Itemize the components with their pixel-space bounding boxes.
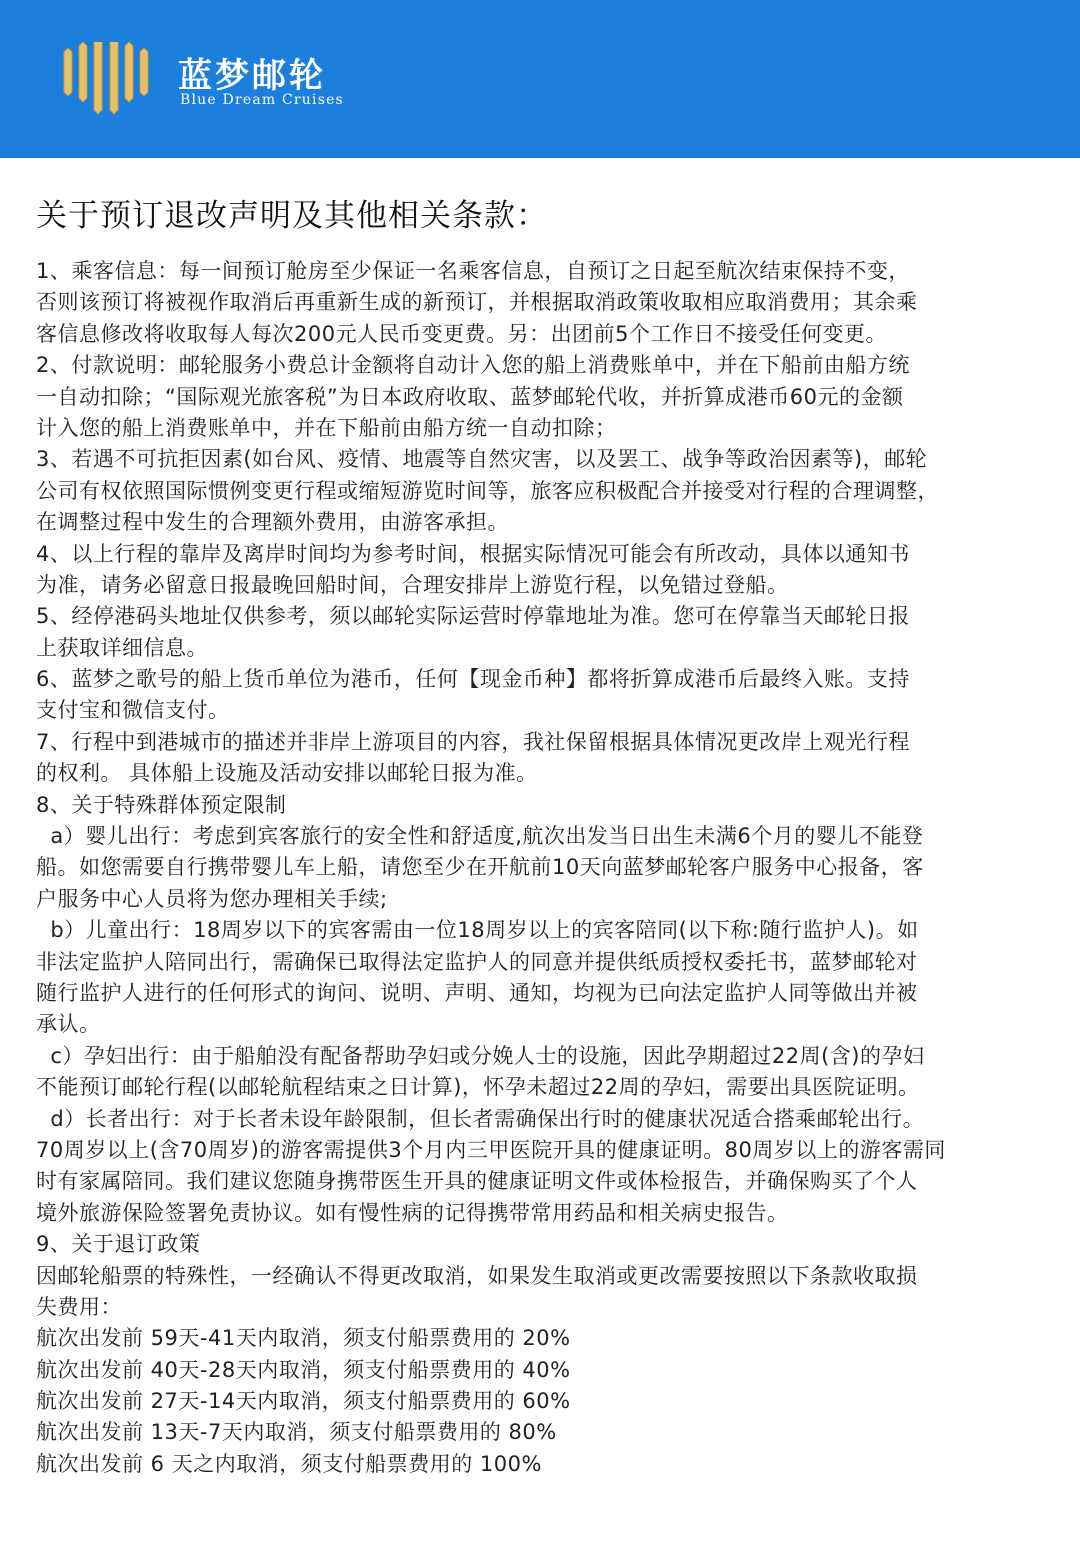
terms-line: 7、行程中到港城市的描述并非岸上游项目的内容，我社保留根据具体情况更改岸上观光行程 xyxy=(36,729,910,754)
terms-line: 的权利。 具体船上设施及活动安排以邮轮日报为准。 xyxy=(36,761,538,786)
terms-line: 不能预订邮轮行程(以邮轮航程结束之日计算)，怀孕未超过22周的孕妇，需要出具医院证明。 xyxy=(36,1075,920,1100)
terms-line: 5、经停港码头地址仅供参考，须以邮轮实际运营时停靠地址为准。您可在停靠当天邮轮日报 xyxy=(36,604,910,629)
terms-line: 客信息修改将收取每人每次200元人民币变更费。另：出团前5个工作日不接受任何变更。 xyxy=(36,321,887,346)
terms-line: 航次出发前 13天-7天内取消，须支付船票费用的 80% xyxy=(36,1420,557,1445)
terms-line: 8、关于特殊群体预定限制 xyxy=(36,792,287,817)
terms-line: 船。如您需要自行携带婴儿车上船，请您至少在开航前10天向蓝梦邮轮客户服务中心报备，客 xyxy=(36,855,924,880)
terms-body xyxy=(36,256,1046,1480)
terms-line: 为准，请务必留意日报最晚回船时间，合理安排岸上游览行程，以免错过登船。 xyxy=(36,572,789,597)
terms-line: 在调整过程中发生的合理额外费用，由游客承担。 xyxy=(36,510,509,535)
terms-line: 非法定监护人陪同出行，需确保已取得法定监护人的同意并提供纸质授权委托书，蓝梦邮轮对 xyxy=(36,949,918,974)
terms-line: 3、若遇不可抗拒因素(如台风、疫情、地震等自然灾害，以及罢工、战争等政治因素等)，邮轮 xyxy=(36,447,928,472)
terms-line: 失费用： xyxy=(36,1294,122,1319)
terms-line: 上获取详细信息。 xyxy=(36,635,208,660)
terms-line: 航次出发前 27天-14天内取消，须支付船票费用的 60% xyxy=(36,1389,571,1414)
brand-name-english: Blue Dream Cruises xyxy=(180,92,344,108)
terms-line: 4、以上行程的靠岸及离岸时间均为参考时间，根据实际情况可能会有所改动，具体以通知书 xyxy=(36,541,910,566)
terms-line: 6、蓝梦之歌号的船上货币单位为港币，任何【现金币种】都将折算成港币后最终入账。支持 xyxy=(36,667,910,692)
terms-line: 9、关于退订政策 xyxy=(36,1232,201,1257)
page-title: 关于预订退改声明及其他相关条款： xyxy=(36,198,548,234)
terms-line: d）长者出行：对于长者未设年龄限制，但长者需确保出行时的健康状况适合搭乘邮轮出行。 xyxy=(36,1106,925,1131)
terms-line: 户服务中心人员将为您办理相关手续; xyxy=(36,886,388,911)
terms-line: 1、乘客信息：每一间预订舱房至少保证一名乘客信息，自预订之日起至航次结束保持不变， xyxy=(36,259,910,283)
terms-line: 随行监护人进行的任何形式的询问、说明、声明、通知，均视为已向法定监护人同等做出并被 xyxy=(36,980,918,1005)
terms-line: 承认。 xyxy=(36,1012,101,1037)
terms-line: 支付宝和微信支付。 xyxy=(36,698,230,723)
terms-line: 70周岁以上(含70周岁)的游客需提供3个月内三甲医院开具的健康证明。80周岁以上的游客需同 xyxy=(36,1137,946,1162)
terms-line: a）婴儿出行：考虑到宾客旅行的安全性和舒适度,航次出发当日出生未满6个月的婴儿不能登 xyxy=(36,824,924,849)
logo-pillars-icon xyxy=(60,42,152,118)
terms-line: 航次出发前 59天-41天内取消，须支付船票费用的 20% xyxy=(36,1326,571,1351)
header-banner xyxy=(0,0,1080,158)
terms-line: 因邮轮船票的特殊性，一经确认不得更改取消，如果发生取消或更改需要按照以下条款收取损 xyxy=(36,1263,918,1288)
brand-name-chinese: 蓝梦邮轮 xyxy=(178,56,326,96)
terms-line: 时有家属陪同。我们建议您随身携带医生开具的健康证明文件或体检报告，并确保购买了个人 xyxy=(36,1169,918,1194)
terms-line: 航次出发前 40天-28天内取消，须支付船票费用的 40% xyxy=(36,1357,571,1382)
terms-line: 航次出发前 6 天之内取消，须支付船票费用的 100% xyxy=(36,1451,542,1476)
terms-line: 计入您的船上消费账单中，并在下船前由船方统一自动扣除； xyxy=(36,415,617,440)
terms-line: 2、付款说明：邮轮服务小费总计金额将自动计入您的船上消费账单中，并在下船前由船方统 xyxy=(36,353,910,378)
terms-line: b）儿童出行：18周岁以下的宾客需由一位18周岁以上的宾客陪同(以下称:随行监护人)。如 xyxy=(36,918,919,943)
terms-line: 否则该预订将被视作取消后再重新生成的新预订，并根据取消政策收取相应取消费用；其余乘 xyxy=(36,290,918,315)
terms-line: c）孕妇出行：由于船舶没有配备帮助孕妇或分娩人士的设施，因此孕期超过22周(含)的孕妇 xyxy=(36,1043,925,1068)
terms-line: 一自动扣除；“国际观光旅客税”为日本政府收取、蓝梦邮轮代收，并折算成港币60元的金额 xyxy=(36,384,904,409)
terms-line: 境外旅游保险签署免责协议。如有慢性病的记得携带常用药品和相关病史报告。 xyxy=(36,1200,789,1225)
terms-line: 公司有权依照国际惯例变更行程或缩短游览时间等，旅客应积极配合并接受对行程的合理调整， xyxy=(36,478,939,503)
